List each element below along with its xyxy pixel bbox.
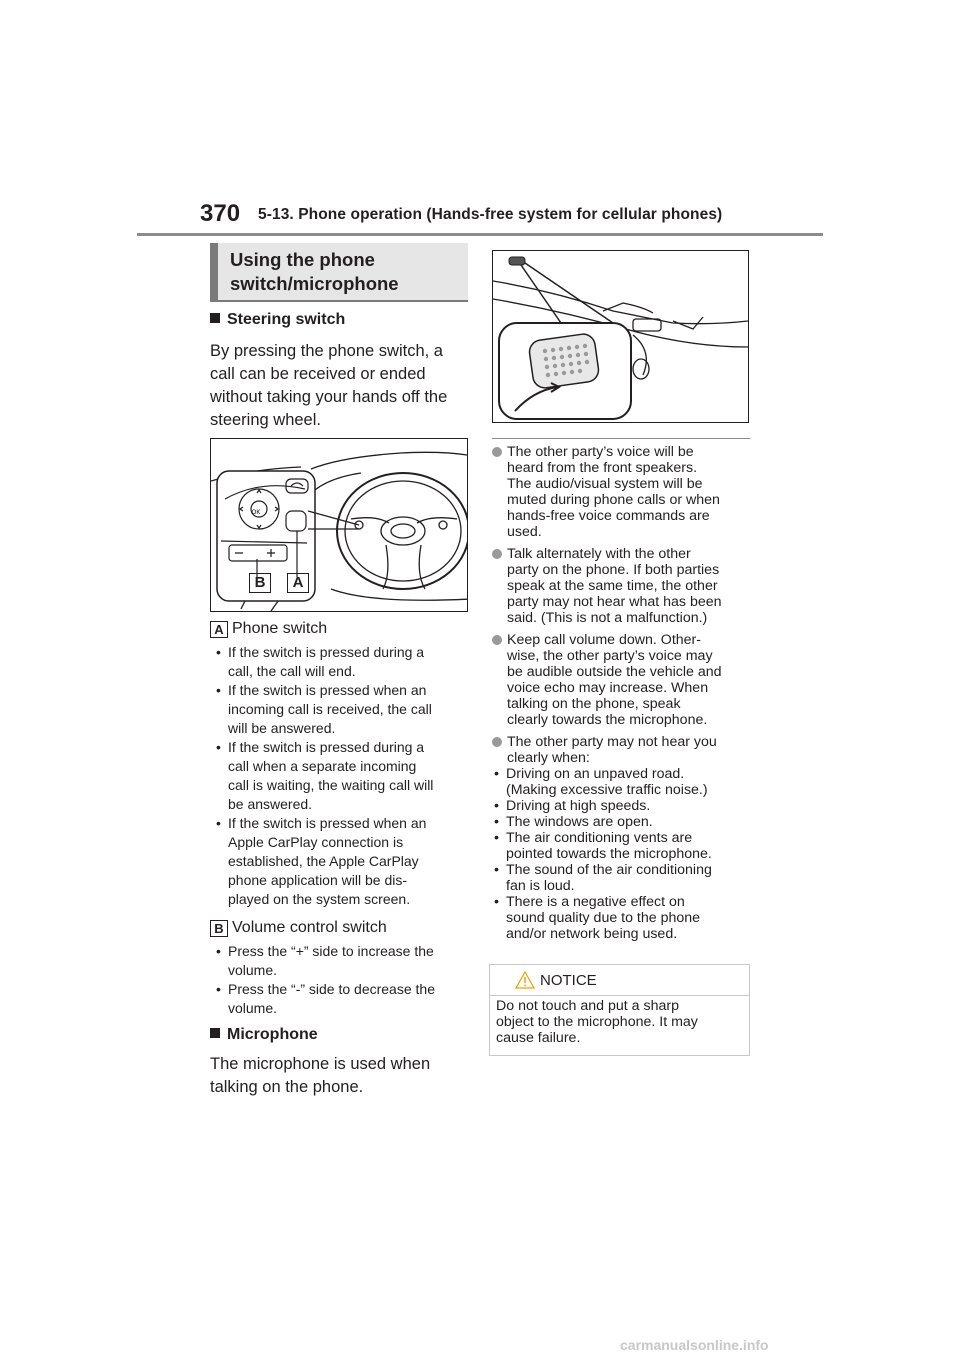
notes-divider xyxy=(492,438,750,439)
warning-triangle-icon xyxy=(515,971,535,989)
microphone-line: talking on the phone. xyxy=(210,1078,364,1096)
list-item: • Driving on an unpaved road. (Making excessive traffic noise.) xyxy=(492,766,754,798)
bullet-dot-icon xyxy=(492,447,502,457)
list-item: • The air conditioning vents are pointed towards the microphone. xyxy=(492,830,754,862)
bullet-dot-icon xyxy=(492,635,502,645)
figure-callout-b: B xyxy=(249,573,271,593)
header-rule xyxy=(137,233,823,236)
bullet-dot-icon xyxy=(492,549,502,559)
microphone-illustration xyxy=(493,251,748,422)
phone-switch-label-text: Phone switch xyxy=(232,620,328,637)
notice-title: NOTICE xyxy=(540,972,597,989)
bullet-dot-icon xyxy=(492,737,502,747)
list-item: • The sound of the air conditioning fan is loud. xyxy=(492,862,754,894)
notice-header xyxy=(490,965,749,996)
list-item: • There is a negative effect on sound quality due to the phone and/or network being used. xyxy=(492,894,754,942)
note-item: Talk alternately with the other party on the phone. If both parties speak at the same time, the other party may not hear what has been said. (This is not a malfunction.) xyxy=(492,546,754,626)
chapter-header-title: 5-13. Phone operation (Hands-free system for cellular phones) xyxy=(258,206,723,223)
phone-switch-label xyxy=(210,620,327,638)
page-number: 370 xyxy=(200,200,241,227)
list-item: • If the switch is pressed when an Apple CarPlay connection is established, the Apple CarPlay phone application will be dis- played on the system screen. xyxy=(212,814,472,909)
volume-switch-bullets xyxy=(212,942,472,1018)
volume-control-switch-label-text: Volume control switch xyxy=(232,919,387,936)
list-item: • If the switch is pressed during a call, the call will end. xyxy=(212,643,472,681)
section-heading-line-1: Using the phone xyxy=(230,249,375,270)
section-heading-line-2: switch/microphone xyxy=(230,273,399,294)
microphone-figure xyxy=(492,250,749,423)
list-item: • Driving at high speeds. xyxy=(492,798,754,814)
list-item: • If the switch is pressed when an incoming call is received, the call will be answered. xyxy=(212,681,472,738)
microphone-text xyxy=(210,1053,470,1099)
note-item: Keep call volume down. Other- wise, the other party’s voice may be audible outside the vehicle and voice echo may increase. When talking on the phone, speak clearly towards the microphone. xyxy=(492,632,754,728)
notes-list xyxy=(492,444,754,942)
steering-switch-subheading-text: Steering switch xyxy=(227,311,346,328)
phone-switch-bullets xyxy=(212,643,472,909)
section-heading xyxy=(230,248,399,296)
svg-text:OK: OK xyxy=(251,510,261,516)
conditions-list xyxy=(492,766,754,942)
note-item: The other party’s voice will be heard from the front speakers. The audio/visual system will be muted during phone calls or when hands-free voice commands are used. xyxy=(492,444,754,540)
intro-line: call can be received or ended xyxy=(210,365,426,383)
section-heading-box xyxy=(210,243,468,302)
figure-callout-a: A xyxy=(287,573,309,593)
callout-badge-a: A xyxy=(210,621,228,638)
watermark: carmanualsonline.info xyxy=(620,1337,769,1353)
list-item: • If the switch is pressed during a call when a separate incoming call is waiting, the waiting call will be answered. xyxy=(212,738,472,814)
microphone-subheading xyxy=(210,1026,318,1044)
note-item: The other party may not hear you clearly when: xyxy=(492,734,754,766)
steering-wheel-figure xyxy=(210,438,468,612)
volume-control-switch-label xyxy=(210,919,387,937)
intro-line: steering wheel. xyxy=(210,411,321,429)
list-item: • The windows are open. xyxy=(492,814,754,830)
callout-badge-b: B xyxy=(210,920,228,937)
steering-switch-subheading xyxy=(210,311,345,329)
square-bullet-icon xyxy=(210,1028,220,1038)
intro-line: By pressing the phone switch, a xyxy=(210,342,443,360)
microphone-subheading-text: Microphone xyxy=(227,1026,318,1043)
list-item: • Press the “+” side to increase the volume. xyxy=(212,942,472,980)
intro-line: without taking your hands off the xyxy=(210,388,448,406)
steering-intro xyxy=(210,340,470,432)
square-bullet-icon xyxy=(210,313,220,323)
notice-box xyxy=(489,964,750,1056)
microphone-line: The microphone is used when xyxy=(210,1055,431,1073)
notice-body: Do not touch and put a sharp object to the microphone. It may cause failure. xyxy=(496,998,698,1046)
list-item: • Press the “-” side to decrease the volume. xyxy=(212,980,472,1018)
